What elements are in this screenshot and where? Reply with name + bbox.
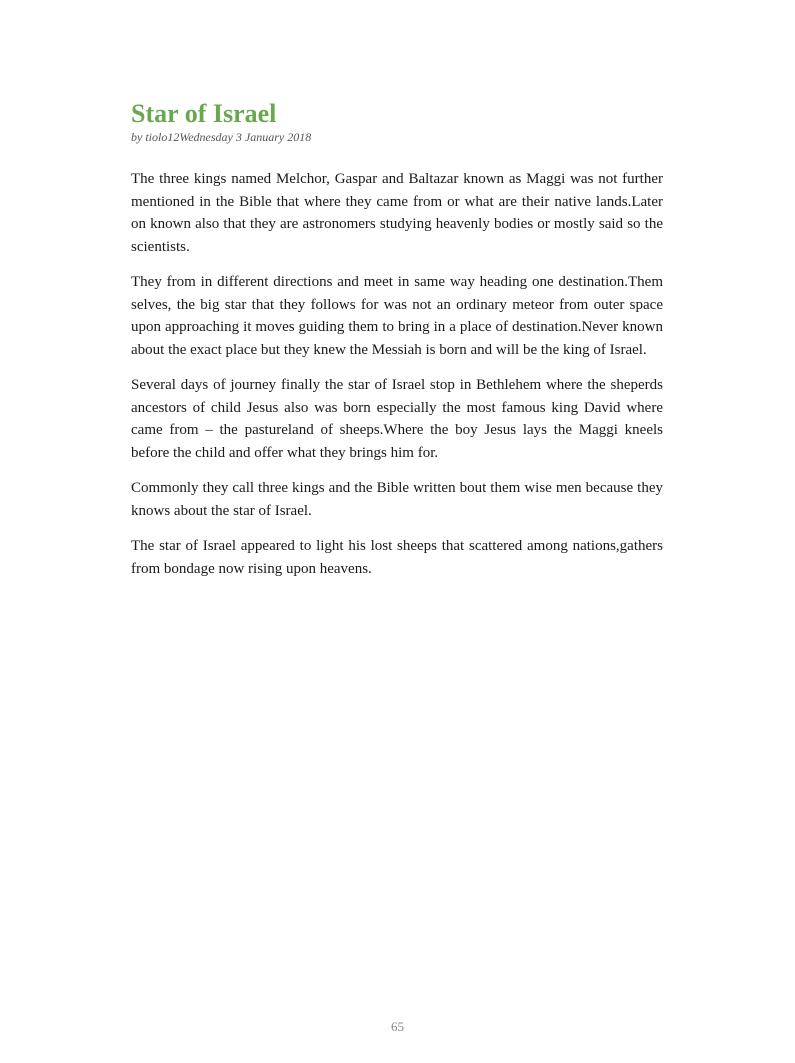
document-page bbox=[131, 98, 663, 593]
article-body bbox=[131, 168, 663, 580]
paragraph-5: The star of Israel appeared to light his lost sheeps that scattered among nations,gathers from bondage now rising upon heavens. bbox=[131, 538, 663, 577]
paragraph-1: The three kings named Melchor, Gaspar and Baltazar known as Maggi was not further mentioned in the Bible that where they came from or what are their native lands.Later on known also that they are astronomers studying heavenly bodies or mostly said so the scientists. bbox=[131, 171, 663, 255]
paragraph-2: They from in different directions and meet in same way heading one destination.Them selves, the big star that they follows for was not an ordinary meteor from outer space upon approaching it moves guiding them to bring in a place of destination.Never known about the exact place but they knew the Messiah is born and will be the king of Israel. bbox=[131, 274, 663, 358]
paragraph-3: Several days of journey finally the star of Israel stop in Bethlehem where the sheperds ancestors of child Jesus also was born especially the most famous king David where came from – the pastureland of sheeps.Where the boy Jesus lays the Maggi kneels before the child and offer what they brings him for. bbox=[131, 377, 663, 461]
article-byline: by tiolo12Wednesday 3 January 2018 bbox=[131, 130, 312, 144]
page-number: 65 bbox=[391, 1019, 404, 1034]
paragraph-4: Commonly they call three kings and the Bible written bout them wise men because they knows about the star of Israel. bbox=[131, 480, 663, 519]
article-title: Star of Israel bbox=[131, 99, 277, 128]
